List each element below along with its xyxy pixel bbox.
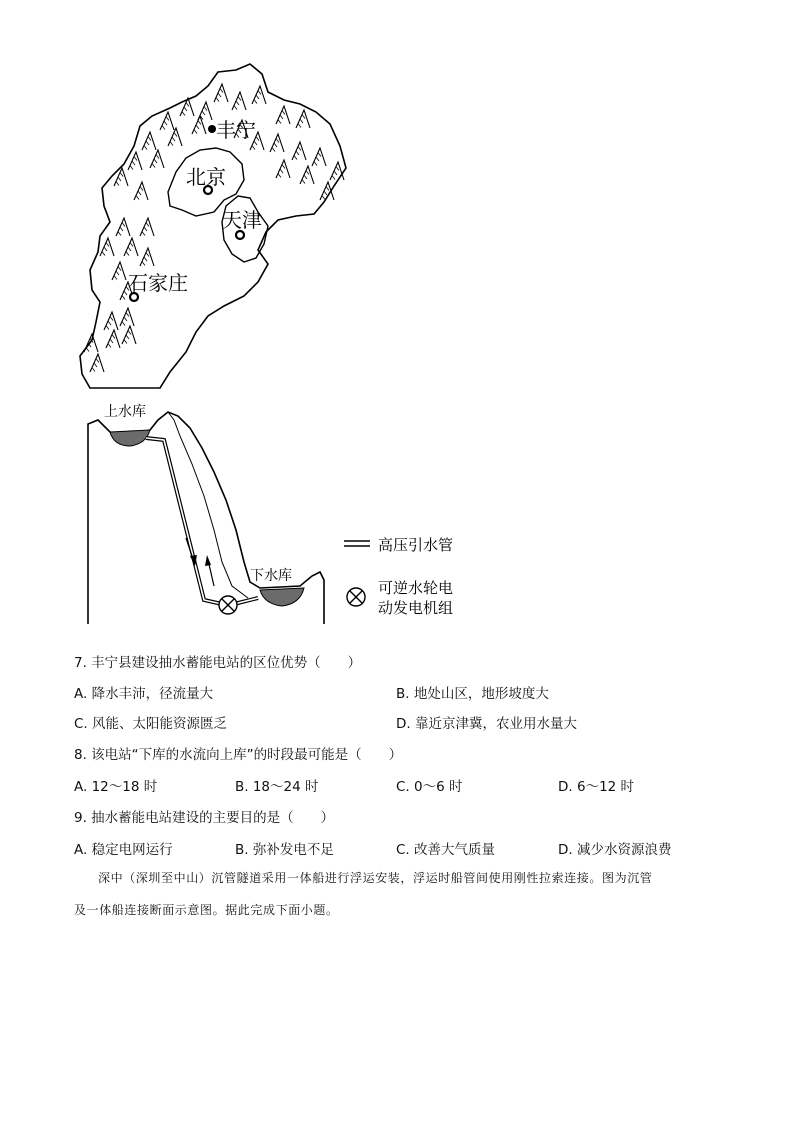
lower-reservoir-water bbox=[260, 588, 304, 606]
question-9-option-c: C. 改善大气质量 bbox=[396, 842, 496, 858]
legend-pipe-symbol bbox=[344, 541, 370, 546]
question-8-option-b: B. 18～24 时 bbox=[235, 779, 319, 795]
question-9-option-a: A. 稳定电网运行 bbox=[74, 842, 173, 858]
question-8-option-d: D. 6～12 时 bbox=[558, 779, 635, 795]
tianjin-label: 天津 bbox=[222, 208, 262, 232]
beijing-label: 北京 bbox=[186, 165, 226, 189]
legend-turbine-symbol bbox=[347, 588, 365, 606]
high-pressure-pipe bbox=[146, 438, 258, 604]
passage-line-2: 及一体船连接断面示意图。据此完成下面小题。 bbox=[74, 903, 339, 917]
question-8-option-c: C. 0～6 时 bbox=[396, 779, 463, 795]
region-map bbox=[70, 60, 360, 395]
tianjin-marker bbox=[236, 231, 244, 239]
legend-turbine-label-2: 动发电机组 bbox=[378, 599, 454, 617]
upper-reservoir-water bbox=[110, 430, 150, 446]
question-9-option-b: B. 弥补发电不足 bbox=[235, 842, 334, 858]
passage-line-1: 深中（深圳至中山）沉管隧道采用一体船进行浮运安装，浮运时船管间使用刚性拉索连接。图为沉管 bbox=[98, 871, 653, 885]
question-8-stem: 8. 该电站“下库的水流向上库”的时段最可能是（ ） bbox=[74, 747, 403, 763]
fengning-dot bbox=[208, 125, 216, 133]
upper-reservoir-label: 上水库 bbox=[104, 404, 146, 420]
question-7-option-b: B. 地处山区，地形坡度大 bbox=[396, 686, 549, 702]
fengning-label: 丰宁 bbox=[216, 118, 256, 142]
legend-turbine-label-1: 可逆水轮电 bbox=[378, 579, 454, 597]
question-7-option-d: D. 靠近京津冀，农业用水量大 bbox=[396, 716, 577, 732]
turbine-symbol bbox=[219, 596, 237, 614]
question-8-option-a: A. 12～18 时 bbox=[74, 779, 158, 795]
question-9-option-d: D. 减少水资源浪费 bbox=[558, 842, 672, 858]
legend-pipe-label: 高压引水管 bbox=[378, 536, 454, 554]
shijiazhuang-label: 石家庄 bbox=[128, 271, 188, 295]
question-7-option-c: C. 风能、太阳能资源匮乏 bbox=[74, 716, 228, 732]
question-9-stem: 9. 抽水蓄能电站建设的主要目的是（ ） bbox=[74, 810, 335, 826]
upflow-arrow bbox=[205, 555, 214, 586]
lower-reservoir-label: 下水库 bbox=[250, 568, 292, 584]
pumped-storage-diagram bbox=[84, 398, 474, 628]
question-7-stem: 7. 丰宁县建设抽水蓄能电站的区位优势（ ） bbox=[74, 655, 362, 671]
question-7-option-a: A. 降水丰沛，径流量大 bbox=[74, 686, 214, 702]
